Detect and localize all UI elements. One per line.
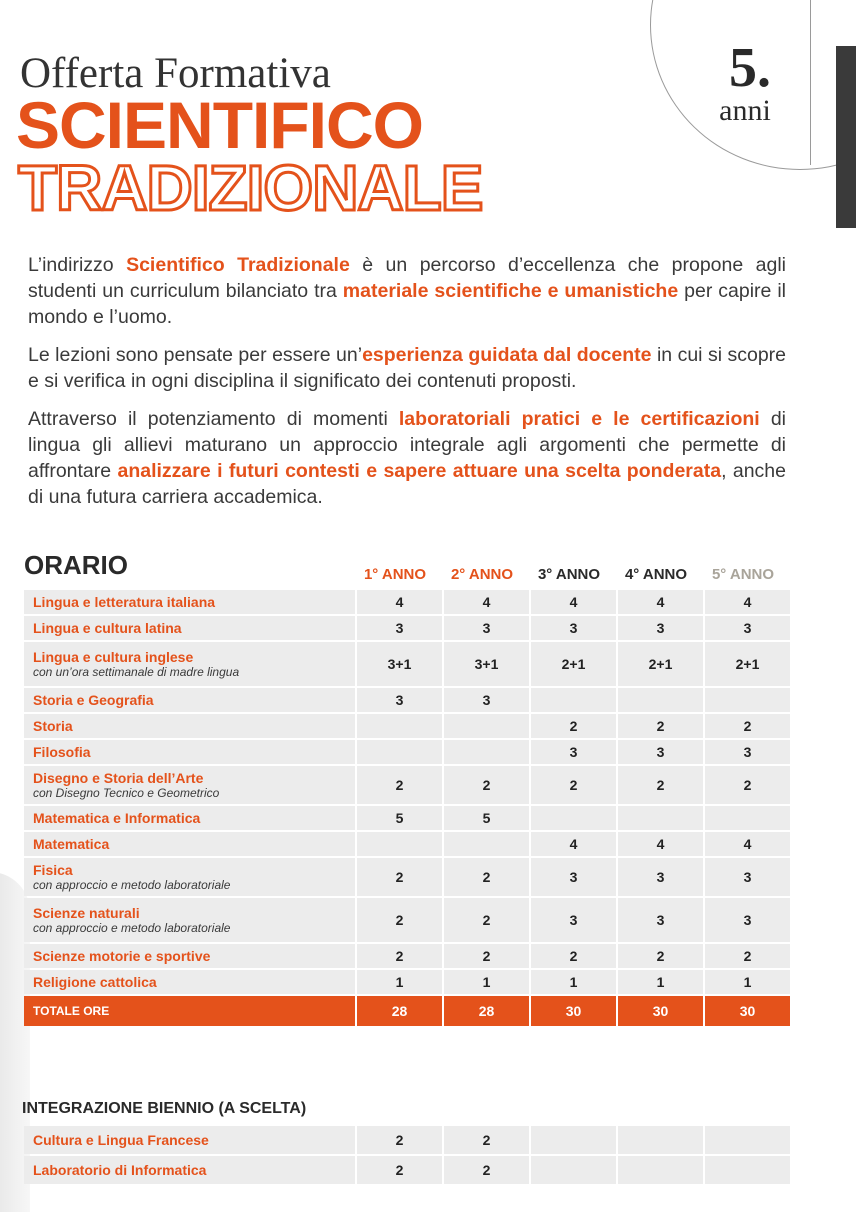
subject-cell — [24, 740, 355, 764]
subject-name: Lingua e cultura latina — [33, 620, 182, 636]
hours-cell: 3 — [357, 616, 442, 640]
hours-cell — [705, 1156, 790, 1184]
subject-name: Laboratorio di Informatica — [33, 1162, 207, 1178]
hours-cell: 3+1 — [444, 642, 529, 686]
hours-cell — [357, 740, 442, 764]
hours-cell: 4 — [444, 590, 529, 614]
hours-cell: 30 — [705, 996, 790, 1026]
subject-note: con approccio e metodo laboratoriale — [33, 921, 231, 935]
table-row — [24, 590, 790, 614]
hours-cell: 3 — [444, 616, 529, 640]
hours-cell: 4 — [618, 832, 703, 856]
table-row — [24, 740, 790, 764]
hours-cell: 3+1 — [357, 642, 442, 686]
hours-cell: 2 — [444, 898, 529, 942]
subject-note: con Disegno Tecnico e Geometrico — [33, 786, 220, 800]
hours-cell: 2 — [705, 766, 790, 804]
hours-cell: 2 — [618, 944, 703, 968]
subject-cell — [24, 858, 355, 896]
subject-name: Lingua e cultura inglese — [33, 649, 194, 665]
table-row — [24, 714, 790, 738]
hours-cell: 2 — [444, 944, 529, 968]
hours-cell: 3 — [357, 688, 442, 712]
subject-name: Filosofia — [33, 744, 91, 760]
table-row — [24, 766, 790, 804]
hours-cell — [618, 688, 703, 712]
integrazione-title: INTEGRAZIONE BIENNIO (A SCELTA) — [22, 1100, 307, 1117]
hours-cell: 3 — [618, 740, 703, 764]
subject-name: Disegno e Storia dell’Arte — [33, 770, 204, 786]
subject-cell — [24, 616, 355, 640]
hours-cell: 2 — [618, 766, 703, 804]
year-header-2: 2° ANNO — [450, 566, 514, 583]
hours-cell — [705, 1126, 790, 1154]
hours-cell: 2+1 — [705, 642, 790, 686]
subject-name: Religione cattolica — [33, 974, 157, 990]
subject-cell — [24, 832, 355, 856]
hours-cell: 3 — [705, 616, 790, 640]
decorative-vertical-line — [810, 0, 811, 165]
hours-cell — [705, 688, 790, 712]
hours-cell: 2 — [531, 944, 616, 968]
table-row — [24, 642, 790, 686]
hours-cell: 3 — [705, 858, 790, 896]
title-line-1: SCIENTIFICO — [16, 88, 424, 162]
highlight: materiale scientifiche e umanistiche — [342, 280, 679, 302]
hours-cell: 2 — [444, 1156, 529, 1184]
hours-cell: 2 — [618, 714, 703, 738]
intro-paragraph-1: L’indirizzo Scientifico Tradizionale è un percorso d’eccellenza che propone agli studenti un curriculum bilanciato tra materiale scientifiche e umanistiche per capire il mondo e l’uomo. — [28, 254, 786, 328]
table-row — [24, 1126, 790, 1154]
subject-cell — [24, 766, 355, 804]
hours-cell: 30 — [531, 996, 616, 1026]
hours-cell: 3 — [618, 616, 703, 640]
hours-cell — [444, 832, 529, 856]
hours-cell — [618, 1126, 703, 1154]
hours-cell — [444, 740, 529, 764]
subject-cell — [24, 1156, 355, 1184]
table-row — [24, 1156, 790, 1184]
hours-cell: 2 — [531, 714, 616, 738]
hours-cell: 28 — [357, 996, 442, 1026]
hours-cell: 4 — [618, 590, 703, 614]
subject-cell — [24, 806, 355, 830]
highlight: Scientifico Tradizionale — [126, 254, 350, 276]
subject-name: Scienze motorie e sportive — [33, 948, 211, 964]
subject-name: Cultura e Lingua Francese — [33, 1132, 209, 1148]
hours-cell: 2 — [357, 1126, 442, 1154]
subject-note: con approccio e metodo laboratoriale — [33, 878, 231, 892]
subject-cell — [24, 898, 355, 942]
hours-cell: 2 — [444, 858, 529, 896]
hours-cell — [618, 1156, 703, 1184]
highlight: analizzare i futuri contesti e sapere attuare una scelta ponderata — [117, 460, 722, 482]
subject-note: con un’ora settimanale di madre lingua — [33, 665, 240, 679]
subject-cell — [24, 1126, 355, 1154]
table-row — [24, 858, 790, 896]
hours-cell: 2 — [357, 766, 442, 804]
hours-cell: 3 — [531, 858, 616, 896]
hours-cell: 30 — [618, 996, 703, 1026]
subject-cell — [24, 688, 355, 712]
hours-cell: 2 — [705, 944, 790, 968]
hours-cell: 4 — [705, 590, 790, 614]
hours-cell: 3 — [531, 616, 616, 640]
subject-name: Storia e Geografia — [33, 692, 154, 708]
table-row — [24, 970, 790, 994]
subject-cell — [24, 970, 355, 994]
hours-cell: 2+1 — [531, 642, 616, 686]
hours-cell: 2 — [357, 1156, 442, 1184]
hours-cell: 5 — [357, 806, 442, 830]
year-header-4: 4° ANNO — [624, 566, 688, 583]
orario-title: ORARIO — [24, 550, 128, 580]
year-header-3: 3° ANNO — [537, 566, 601, 583]
year-header-5: 5° ANNO — [711, 566, 775, 583]
intro-text — [28, 252, 786, 522]
hours-cell: 3 — [444, 688, 529, 712]
hours-cell — [357, 832, 442, 856]
table-row — [24, 898, 790, 942]
hours-cell: 2 — [444, 766, 529, 804]
hours-cell: 2 — [705, 714, 790, 738]
year-header-1: 1° ANNO — [363, 566, 427, 583]
highlight: laboratoriali pratici e le certificazioni — [398, 408, 760, 430]
table-row — [24, 806, 790, 830]
hours-cell: 3 — [705, 898, 790, 942]
subject-cell — [24, 590, 355, 614]
subject-cell — [24, 714, 355, 738]
hours-cell: 28 — [444, 996, 529, 1026]
hours-cell: 5 — [444, 806, 529, 830]
subject-cell — [24, 642, 355, 686]
subject-name: Scienze naturali — [33, 905, 140, 921]
hours-cell: 1 — [444, 970, 529, 994]
hours-cell: 2 — [357, 944, 442, 968]
highlight: esperienza guidata dal docente — [362, 344, 652, 366]
subject-name: Matematica e Informatica — [33, 810, 201, 826]
intro-paragraph-3: Attraverso il potenziamento di momenti laboratoriali pratici e le certificazioni di lingua gli allievi maturano un approccio integrale agli argomenti che permette di affrontare analizzare i futuri contesti e sapere attuare una scelta ponderata, anche di una futura carriera accademica. — [28, 408, 787, 508]
subject-cell — [24, 996, 355, 1026]
hours-cell: 4 — [531, 590, 616, 614]
integrazione-table — [22, 1124, 792, 1186]
subject-name: Matematica — [33, 836, 110, 852]
hours-cell: 3 — [618, 858, 703, 896]
total-row — [24, 996, 790, 1026]
hours-cell — [357, 714, 442, 738]
table-row — [24, 688, 790, 712]
subject-cell — [24, 944, 355, 968]
hours-cell: 2 — [444, 1126, 529, 1154]
hours-cell: 1 — [531, 970, 616, 994]
hours-cell: 2+1 — [618, 642, 703, 686]
subject-name: Lingua e letteratura italiana — [33, 594, 216, 610]
hours-cell — [444, 714, 529, 738]
hours-cell — [531, 1156, 616, 1184]
title-line-2: TRADIZIONALE — [18, 152, 483, 224]
side-tab-bar — [836, 46, 856, 228]
hours-cell — [531, 1126, 616, 1154]
subject-name: Fisica — [33, 862, 73, 878]
years-label: anni — [719, 94, 771, 127]
hours-cell: 1 — [357, 970, 442, 994]
subject-name: Storia — [33, 718, 73, 734]
hours-cell: 3 — [705, 740, 790, 764]
hours-cell — [531, 688, 616, 712]
intro-paragraph-2: Le lezioni sono pensate per essere un’esperienza guidata dal docente in cui si scopre e si verifica in ogni disciplina il significato dei contenuti proposti. — [28, 344, 787, 392]
hours-cell: 2 — [531, 766, 616, 804]
hours-cell: 3 — [531, 740, 616, 764]
orario-table — [22, 588, 792, 1028]
hours-cell: 1 — [705, 970, 790, 994]
hours-cell: 4 — [705, 832, 790, 856]
hours-cell: 4 — [357, 590, 442, 614]
hours-cell: 2 — [357, 858, 442, 896]
hours-cell — [618, 806, 703, 830]
hours-cell — [705, 806, 790, 830]
hours-cell: 4 — [531, 832, 616, 856]
hours-cell: 3 — [618, 898, 703, 942]
hours-cell: 3 — [531, 898, 616, 942]
hours-cell: 2 — [357, 898, 442, 942]
hours-cell — [531, 806, 616, 830]
years-number: 5. — [729, 37, 771, 99]
table-row — [24, 616, 790, 640]
subject-name: TOTALE ORE — [33, 1004, 110, 1018]
hours-cell: 1 — [618, 970, 703, 994]
table-row — [24, 944, 790, 968]
table-row — [24, 832, 790, 856]
pre-title: Offerta Formativa — [20, 50, 331, 97]
